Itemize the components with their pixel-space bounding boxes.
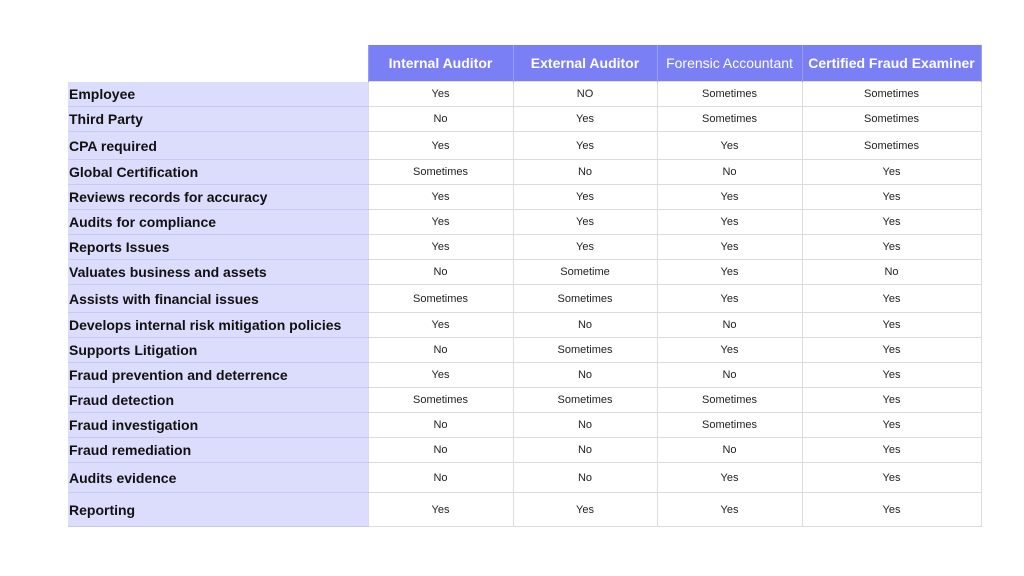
table-cell: Yes [368,363,513,388]
row-label: Employee [68,82,368,107]
table-cell: Yes [802,160,981,185]
table-cell: No [368,338,513,363]
table-cell: Sometimes [802,132,981,160]
column-header-certified-fraud-examiner: Certified Fraud Examiner [802,45,981,82]
table-row [68,82,981,107]
table-cell: Yes [368,185,513,210]
column-header-forensic-accountant: Forensic Accountant [657,45,802,82]
row-label: Supports Litigation [68,338,368,363]
table-cell: Yes [802,210,981,235]
row-label: Fraud investigation [68,413,368,438]
table-header [68,45,981,82]
table-cell: No [657,438,802,463]
table-cell: Yes [657,260,802,285]
table-row [68,388,981,413]
comparison-table [68,45,982,527]
table-cell: No [657,160,802,185]
table-cell: No [513,413,657,438]
table-cell: No [657,363,802,388]
table-cell: No [368,107,513,132]
table-cell: No [513,463,657,493]
table-cell: Yes [513,185,657,210]
table-row [68,235,981,260]
row-label: Reviews records for accuracy [68,185,368,210]
table-row [68,210,981,235]
table-cell: Sometimes [513,285,657,313]
table-cell: Yes [513,132,657,160]
table-cell: Yes [657,132,802,160]
table-cell: Sometimes [657,82,802,107]
table-cell: Yes [657,235,802,260]
row-label: Fraud detection [68,388,368,413]
table-cell: Yes [802,463,981,493]
table-cell: NO [513,82,657,107]
table-cell: Yes [657,463,802,493]
table-cell: No [368,260,513,285]
row-label: Fraud prevention and deterrence [68,363,368,388]
row-label: Reports Issues [68,235,368,260]
table-cell: Sometimes [802,107,981,132]
table-cell: No [802,260,981,285]
table-row [68,260,981,285]
table-cell: Sometimes [368,388,513,413]
table-cell: Yes [513,493,657,527]
table-cell: Yes [657,493,802,527]
table-row [68,438,981,463]
table-row [68,285,981,313]
table-cell: Yes [802,338,981,363]
row-label: Valuates business and assets [68,260,368,285]
table-cell: Sometimes [513,338,657,363]
table-row [68,107,981,132]
table-cell: No [513,160,657,185]
table-cell: Yes [513,210,657,235]
table-cell: Yes [513,235,657,260]
table-cell: Yes [802,388,981,413]
table-cell: Yes [802,313,981,338]
table-cell: Yes [368,235,513,260]
table-cell: Yes [368,313,513,338]
column-header-internal-auditor: Internal Auditor [368,45,513,82]
table-cell: Yes [368,493,513,527]
table-cell: Sometime [513,260,657,285]
table-cell: No [513,438,657,463]
table-cell: Yes [802,185,981,210]
table-row [68,363,981,388]
table-row [68,413,981,438]
table-cell: Sometimes [368,160,513,185]
table-cell: No [657,313,802,338]
row-label: Develops internal risk mitigation policies [68,313,368,338]
table-cell: Sometimes [657,413,802,438]
table-row [68,463,981,493]
table-row [68,493,981,527]
row-label: CPA required [68,132,368,160]
row-label: Assists with financial issues [68,285,368,313]
table-cell: Yes [802,363,981,388]
row-label: Audits evidence [68,463,368,493]
row-label: Third Party [68,107,368,132]
table-cell: Sometimes [513,388,657,413]
header-corner-cell [68,45,368,82]
table-cell: Yes [657,285,802,313]
header-row [68,45,981,82]
table-body [68,82,981,527]
table-cell: Yes [657,338,802,363]
table-cell: Sometimes [368,285,513,313]
table-cell: No [368,413,513,438]
table-row [68,160,981,185]
column-header-external-auditor: External Auditor [513,45,657,82]
table-cell: Yes [802,413,981,438]
row-label: Global Certification [68,160,368,185]
table-cell: No [513,313,657,338]
table-cell: Yes [657,185,802,210]
table-cell: Yes [368,210,513,235]
table-row [68,185,981,210]
table-cell: Sometimes [657,388,802,413]
table-row [68,132,981,160]
table-cell: Yes [802,285,981,313]
table-cell: Sometimes [802,82,981,107]
table-cell: No [368,438,513,463]
table-cell: Yes [657,210,802,235]
table-cell: Yes [368,82,513,107]
row-label: Reporting [68,493,368,527]
table-cell: Yes [802,235,981,260]
table-cell: Yes [513,107,657,132]
table-cell: Yes [368,132,513,160]
table-cell: No [368,463,513,493]
table-row [68,313,981,338]
table-cell: Sometimes [657,107,802,132]
row-label: Audits for compliance [68,210,368,235]
table-row [68,338,981,363]
table-cell: Yes [802,438,981,463]
table-cell: No [513,363,657,388]
row-label: Fraud remediation [68,438,368,463]
table-cell: Yes [802,493,981,527]
